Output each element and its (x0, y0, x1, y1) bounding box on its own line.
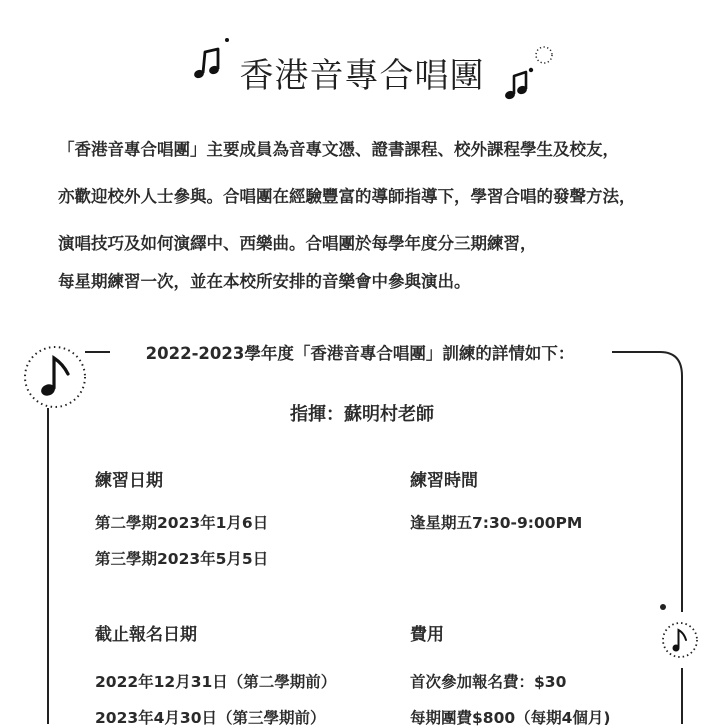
page-title: 香港音專合唱團 (239, 56, 485, 96)
practice-time-label: 練習時間 (410, 471, 478, 491)
deadline-label: 截止報名日期 (95, 625, 197, 645)
fee-per-term: 每期團費$800（每期4個月) (410, 709, 611, 727)
fee-registration: 首次參加報名費：$30 (410, 673, 567, 691)
practice-time-value: 逢星期五7:30-9:00PM (410, 514, 583, 532)
eighth-note-icon (25, 347, 85, 407)
deadline-term-2: 2022年12月31日（第二學期前） (95, 673, 337, 691)
intro-line-1: 「香港音專合唱團」主要成員為音專文憑、證書課程、校外課程學生及校友， (58, 140, 619, 159)
practice-date-term-2: 第二學期2023年1月6日 (95, 514, 269, 532)
intro-line-4: 每星期練習一次，並在本校所安排的音樂會中參與演出。 (58, 272, 471, 291)
intro-line-3: 演唱技巧及如何演繹中、西樂曲。合唱團於每學年度分三期練習， (58, 234, 537, 253)
conductor: 指揮：蘇明村老師 (290, 404, 434, 425)
details-heading: 2022-2023學年度「香港音專合唱團」訓練的詳情如下： (110, 340, 610, 364)
intro-line-2: 亦歡迎校外人士參與。合唱團在經驗豐富的導師指導下，學習合唱的發聲方法， (58, 187, 636, 206)
practice-date-term-3: 第三學期2023年5月5日 (95, 550, 269, 568)
deadline-term-3: 2023年4月30日（第三學期前） (95, 709, 326, 727)
music-note-icon (660, 604, 697, 657)
fees-label: 費用 (410, 625, 444, 645)
practice-dates-label: 練習日期 (95, 471, 163, 491)
